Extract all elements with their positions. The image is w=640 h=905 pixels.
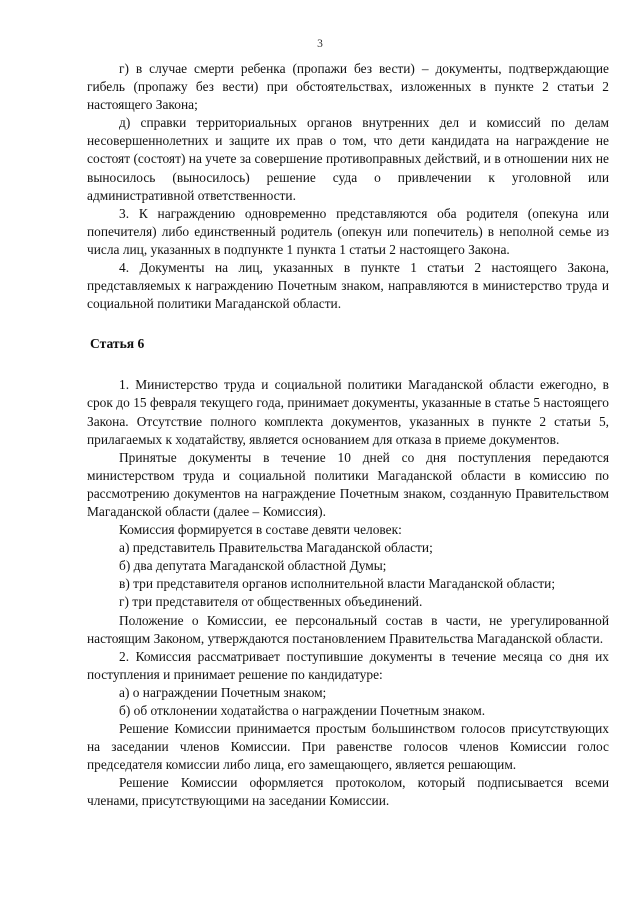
- paragraph-item-d-certificates: д) справки территориальных органов внутренних дел и комиссий по делам несовершеннолетних и защите их прав о том, что дети кандидата на награждение не состоят (состоят) на учете за совершение противоправных действий, и в отношении них не выносилось (выносилось) решение суда о привлечении к уголовной или административной ответственности.: [87, 115, 609, 203]
- article-6-paragraph: Решение Комиссии оформляется протоколом, который подписывается всеми членами, присутствующими на заседании Комиссии.: [87, 775, 609, 809]
- article-6-list-item: в) три представителя органов исполнительной власти Магаданской области;: [119, 576, 556, 592]
- paragraph-point-3: 3. К награждению одновременно представляются оба родителя (опекуна или попечителя) либо единственный родитель (опекун или попечитель) в неполной семье из числа лиц, указанных в подпункте 1 пункта 1 статьи 2 настоящего Закона.: [87, 205, 609, 257]
- article-6-list-item: г) три представителя от общественных объединений.: [119, 594, 423, 610]
- article-6-paragraph: 2. Комиссия рассматривает поступившие документы в течение месяца со дня их поступления и принимает решение по кандидатуре:: [87, 648, 609, 682]
- document-body: [87, 60, 609, 811]
- article-6-heading: Статья 6: [90, 336, 145, 352]
- article-6-list-item: а) о награждении Почетным знаком;: [119, 684, 327, 700]
- article-6-paragraph: Решение Комиссии принимается простым большинством голосов присутствующих на заседании членов Комиссии. При равенстве голосов членов Комиссии голос председателя комиссии либо лица, его замещающего, является решающим.: [87, 721, 609, 773]
- paragraph-item-g-death: г) в случае смерти ребенка (пропажи без вести) – документы, подтверждающие гибель (пропажу без вести) при обстоятельствах, изложенных в пункте 2 статьи 2 настоящего Закона;: [87, 61, 609, 113]
- article-6-list-item: а) представитель Правительства Магаданской области;: [119, 540, 433, 556]
- article-6-paragraph: 1. Министерство труда и социальной политики Магаданской области ежегодно, в срок до 15 февраля текущего года, принимает документы, указанные в статье 5 настоящего Закона. Отсутствие полного комплекта документов, указанных в пункте 2 статьи 5, прилагаемых к ходатайству, является основанием для отказа в приеме документов.: [87, 377, 609, 447]
- article-6-list-item: б) об отклонении ходатайства о награждении Почетным знаком.: [119, 703, 486, 718]
- page-number: 3: [317, 38, 323, 50]
- paragraph-point-4: 4. Документы на лиц, указанных в пункте 1 статьи 2 настоящего Закона, представляемых к награждению Почетным знаком, направляются в министерство труда и социальной политики Магаданской области.: [87, 260, 609, 312]
- article-6-paragraph: Комиссия формируется в составе девяти человек:: [119, 522, 402, 538]
- article-6-list-item: б) два депутата Магаданской областной Думы;: [119, 558, 387, 574]
- article-6-paragraph: Принятые документы в течение 10 дней со дня поступления передаются министерством труда и социальной политики Магаданской области в комиссию по рассмотрению документов на награждение Почетным знаком, созданную Правительством Магаданской области (далее – Комиссия).: [87, 449, 609, 519]
- article-6-paragraph: Положение о Комиссии, ее персональный состав в части, не урегулированной настоящим Законом, утверждаются постановлением Правительства Магаданской области.: [87, 612, 609, 646]
